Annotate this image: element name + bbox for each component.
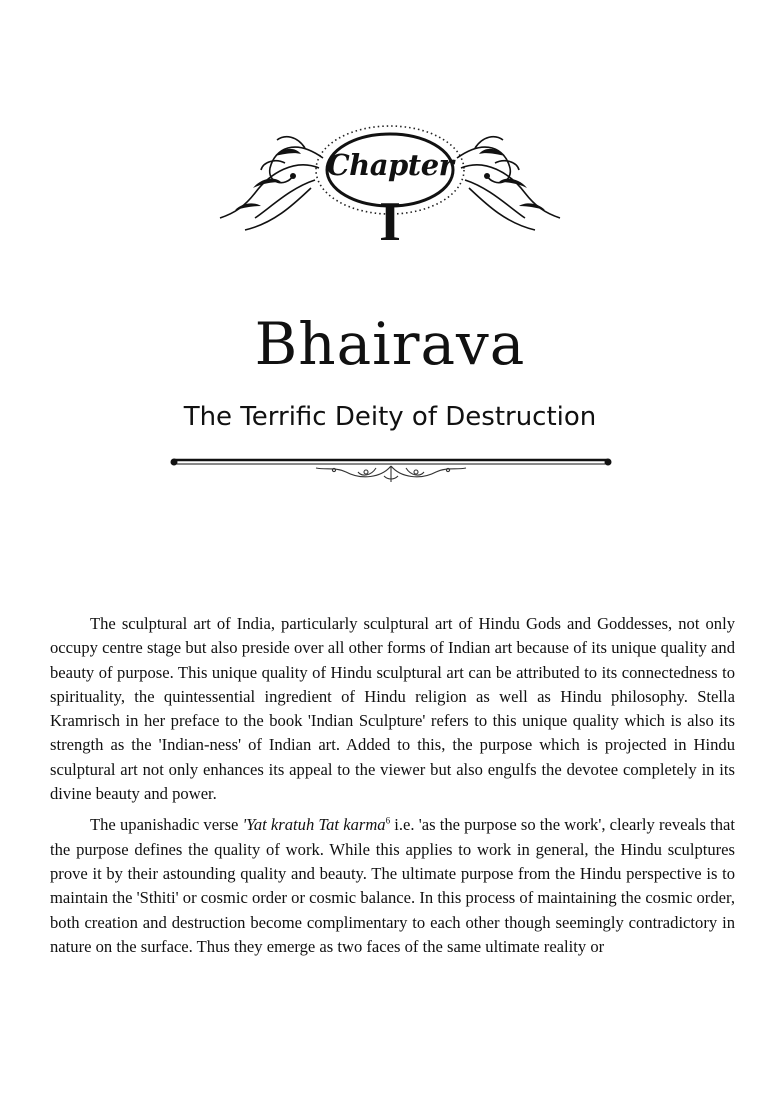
- chapter-subtitle: The Terrific Deity of Destruction: [183, 402, 597, 432]
- chapter-label: Chapter: [326, 148, 454, 182]
- chapter-number: I: [379, 191, 401, 253]
- sanskrit-quote: 'Yat kratuh Tat karma: [242, 815, 386, 835]
- chapter-body: [50, 612, 735, 966]
- paragraph: [50, 813, 735, 959]
- paragraph: The sculptural art of India, particularly sculptural art of Hindu Gods and Goddesses, not only occupy centre stage but also preside over all other forms of Indian art because of its unique quality and beauty of purpose. This unique quality of Hindu sculptural art can be attributed to its connectedness to spirituality, the quintessential ingredient of Hindu religion as well as Hindu philosophy. Stella Kramrisch in her preface to the book 'Indian Sculpture' refers to this unique quality which is also its strength as the 'Indian-ness' of Indian art. Added to this, the purpose which is projected in Hindu sculptural art not only enhances its appeal to the viewer but also engulfs the devotee completely in its divine beauty and power.: [50, 614, 735, 804]
- paragraph-text: i.e. 'as the purpose so the work', clearly reveals that the purpose defines the quality of work. While this applies to work in general, the Hindu sculptures prove it by their astounding quality and beauty. The ultimate purpose from the Hindu perspective is to maintain the 'Sthiti' or cosmic order or cosmic balance. In this process of maintaining the cosmic order, both creation and destruction become complimentary to each other though seemingly contradictory in nature on the surface. Thus they emerge as two faces of the same ultimate reality or: [50, 815, 735, 956]
- chapter-title: Bhairava: [254, 310, 526, 378]
- paragraph-text: The upanishadic verse: [90, 815, 243, 835]
- divider-ornament: [166, 446, 616, 490]
- decorative-divider: [166, 446, 616, 490]
- footnote-marker[interactable]: 6: [385, 815, 391, 826]
- chapter-emblem: [215, 118, 565, 268]
